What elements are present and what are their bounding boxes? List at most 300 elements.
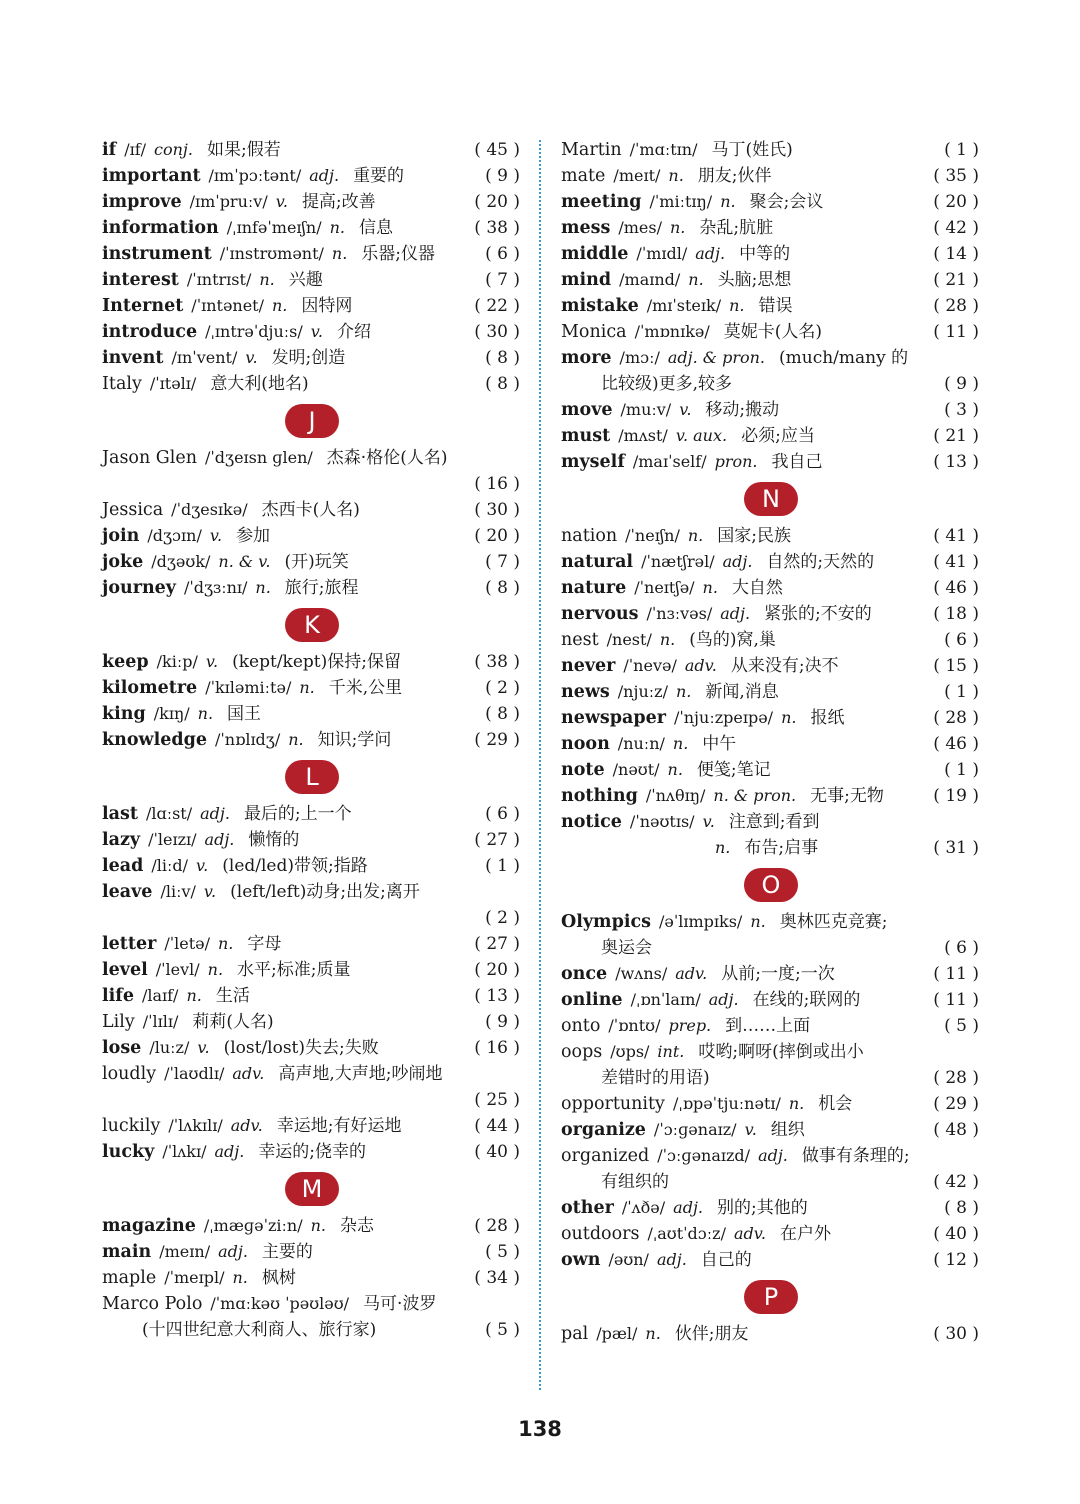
- part-of-speech: adj.: [722, 552, 753, 571]
- part-of-speech: n.: [288, 730, 304, 749]
- pronunciation: /ˈɔːɡənaɪz/: [653, 1120, 737, 1139]
- unit-reference: ( 27 ): [474, 830, 520, 850]
- part-of-speech: adv.: [230, 1116, 263, 1135]
- pronunciation: /ˈleɪzɪ/: [148, 830, 197, 849]
- entry-line: [561, 627, 981, 653]
- definition: 布告;启事: [744, 838, 819, 858]
- unit-reference: ( 5 ): [944, 1016, 979, 1036]
- definition: 头脑;思想: [717, 270, 792, 290]
- definition: 从来没有;决不: [730, 656, 839, 676]
- entry-line: [561, 163, 981, 189]
- definition: 重要的: [353, 166, 405, 186]
- part-of-speech: n.: [272, 296, 288, 315]
- entry-line: [561, 601, 981, 627]
- definition: 最后的;上一个: [243, 804, 352, 824]
- unit-reference: ( 11 ): [933, 964, 979, 984]
- headword: organize: [561, 1120, 646, 1140]
- unit-reference: ( 14 ): [933, 244, 979, 264]
- unit-reference: ( 1 ): [944, 760, 979, 780]
- headword: letter: [102, 934, 157, 954]
- pronunciation: /meɪt/: [613, 166, 661, 185]
- headword: lucky: [102, 1142, 155, 1162]
- section-letter-badge: O: [744, 868, 798, 902]
- part-of-speech: adj.: [708, 990, 739, 1009]
- entry-line: [102, 727, 522, 753]
- headword: own: [561, 1250, 601, 1270]
- section-letter-badge: M: [285, 1172, 339, 1206]
- entry-line: [102, 801, 522, 827]
- headword: magazine: [102, 1216, 196, 1236]
- definition: 错误: [758, 296, 793, 316]
- part-of-speech: n.: [670, 218, 686, 237]
- section-letter-badge: K: [285, 608, 339, 642]
- definition: (lost/lost)失去;失败: [223, 1038, 379, 1058]
- entry-line: [102, 1291, 522, 1317]
- entry-continuation: [561, 935, 981, 961]
- definition: (kept/kept)保持;保留: [232, 652, 401, 672]
- entry-line: [102, 1239, 522, 1265]
- entry-line: [102, 137, 522, 163]
- unit-reference: ( 15 ): [933, 656, 979, 676]
- definition: 杰森·格伦(人名): [326, 448, 448, 468]
- definition: 如果;假若: [206, 140, 281, 160]
- entry-line: [561, 1117, 981, 1143]
- part-of-speech: n.: [715, 838, 731, 857]
- definition: 伙伴;朋友: [674, 1324, 749, 1344]
- headword: more: [561, 348, 612, 368]
- definition: (led/led)带领;指路: [222, 856, 368, 876]
- unit-reference: ( 21 ): [933, 426, 979, 446]
- entry-line: [561, 319, 981, 345]
- definition: 移动;搬动: [705, 400, 780, 420]
- headword: mate: [561, 166, 606, 186]
- entry-continuation: [102, 905, 522, 931]
- definition: 组织: [770, 1120, 805, 1140]
- pronunciation: /ˈʌðə/: [621, 1198, 666, 1217]
- headword: information: [102, 218, 219, 238]
- definition: 杰西卡(人名): [261, 500, 360, 520]
- entry-line: [561, 241, 981, 267]
- definition: 从前;一度;一次: [721, 964, 835, 984]
- pronunciation: /ˈnjuːzpeɪpə/: [673, 708, 774, 727]
- definition: 兴趣: [288, 270, 323, 290]
- entry-line: [561, 1247, 981, 1273]
- headword: Olympics: [561, 912, 651, 932]
- definition: 便笺;笔记: [696, 760, 771, 780]
- pronunciation: /ˈmeɪpl/: [164, 1268, 225, 1287]
- headword: onto: [561, 1016, 601, 1036]
- headword: organized: [561, 1146, 650, 1166]
- definition-continued: 奥运会: [601, 938, 652, 958]
- headword: Jason Glen: [102, 448, 198, 468]
- unit-reference: ( 38 ): [474, 218, 520, 238]
- headword: if: [102, 140, 117, 160]
- entry-continuation: [561, 835, 981, 861]
- pronunciation: /ˈlʌkɪlɪ/: [168, 1116, 223, 1135]
- unit-reference: ( 5 ): [485, 1242, 520, 1262]
- pronunciation: /luːz/: [149, 1038, 190, 1057]
- entry-line: [561, 523, 981, 549]
- unit-reference: ( 7 ): [485, 270, 520, 290]
- entry-line: [102, 1113, 522, 1139]
- headword: Marco Polo: [102, 1294, 203, 1314]
- entry-line: [561, 423, 981, 449]
- definition: 中午: [702, 734, 737, 754]
- entry-line: [102, 575, 522, 601]
- pronunciation: /ˈdʒesɪkə/: [171, 500, 248, 519]
- unit-reference: ( 45 ): [474, 140, 520, 160]
- definition: (left/left)动身;出发;离开: [230, 882, 420, 902]
- definition: 发明;创造: [271, 348, 346, 368]
- pronunciation: /ˈnəʊtɪs/: [629, 812, 695, 831]
- part-of-speech: n. & v.: [218, 552, 271, 571]
- pronunciation: /kɪŋ/: [153, 704, 190, 723]
- part-of-speech: pron.: [714, 452, 758, 471]
- headword: introduce: [102, 322, 198, 342]
- headword: newspaper: [561, 708, 666, 728]
- unit-reference: ( 18 ): [933, 604, 979, 624]
- definition: 自然的;天然的: [766, 552, 875, 572]
- pronunciation: /ˈlevl/: [155, 960, 200, 979]
- unit-reference: ( 41 ): [933, 552, 979, 572]
- headword: once: [561, 964, 608, 984]
- headword: pal: [561, 1324, 589, 1344]
- definition: 机会: [818, 1094, 853, 1114]
- entry-line: [561, 549, 981, 575]
- entry-line: [561, 137, 981, 163]
- entry-line: [561, 575, 981, 601]
- part-of-speech: n.: [299, 678, 315, 697]
- headword: middle: [561, 244, 629, 264]
- pronunciation: /maɪnd/: [619, 270, 681, 289]
- unit-reference: ( 16 ): [474, 474, 520, 494]
- section-header: [102, 601, 522, 649]
- definition: 在户外: [779, 1224, 831, 1244]
- definition: 懒惰的: [248, 830, 300, 850]
- pronunciation: /ˈmɑːkəʊ ˈpəʊləʊ/: [210, 1294, 350, 1313]
- pronunciation: /ˈneɪʃn/: [625, 526, 680, 545]
- pronunciation: /ˈɪtəlɪ/: [149, 374, 197, 393]
- entry-line: [561, 189, 981, 215]
- definition: (开)玩笑: [284, 552, 349, 572]
- unit-reference: ( 2 ): [485, 678, 520, 698]
- unit-reference: ( 7 ): [485, 552, 520, 572]
- pronunciation: /ɪnˈvent/: [171, 348, 238, 367]
- unit-reference: ( 21 ): [933, 270, 979, 290]
- entry-line: [102, 293, 522, 319]
- pronunciation: /ˌɪntrəˈdjuːs/: [205, 322, 303, 341]
- entry-line: [561, 1013, 981, 1039]
- headword: interest: [102, 270, 179, 290]
- part-of-speech: v.: [744, 1120, 757, 1139]
- definition: 幸运的;侥幸的: [258, 1142, 367, 1162]
- headword: joke: [102, 552, 144, 572]
- pronunciation: /kiːp/: [156, 652, 198, 671]
- page-number: 138: [518, 1417, 562, 1441]
- definition: 别的;其他的: [717, 1198, 808, 1218]
- headword: lose: [102, 1038, 142, 1058]
- definition: 信息: [358, 218, 393, 238]
- part-of-speech: conj.: [154, 140, 193, 159]
- unit-reference: ( 28 ): [933, 1068, 979, 1088]
- headword: nothing: [561, 786, 638, 806]
- pronunciation: /dʒɔɪn/: [147, 526, 202, 545]
- entry-line: [102, 1213, 522, 1239]
- pronunciation: /ˈnætʃrəl/: [641, 552, 715, 571]
- definition: 水平;标准;质量: [237, 960, 351, 980]
- pronunciation: /ˈnɜːvəs/: [646, 604, 713, 623]
- pronunciation: /dʒəʊk/: [151, 552, 211, 571]
- unit-reference: ( 44 ): [474, 1116, 520, 1136]
- unit-reference: ( 6 ): [944, 630, 979, 650]
- definition: 无事;无物: [810, 786, 884, 806]
- pronunciation: /ˈlaʊdlɪ/: [164, 1064, 225, 1083]
- definition-continued: 差错时的用语): [601, 1068, 710, 1088]
- entry-line: [102, 827, 522, 853]
- pronunciation: /ˈmɑːtɪn/: [629, 140, 698, 159]
- entry-line: [102, 497, 522, 523]
- entry-line: [102, 649, 522, 675]
- headword: myself: [561, 452, 625, 472]
- pronunciation: /laɪf/: [141, 986, 179, 1005]
- headword: nature: [561, 578, 627, 598]
- pronunciation: /meɪn/: [159, 1242, 211, 1261]
- unit-reference: ( 6 ): [944, 938, 979, 958]
- headword: online: [561, 990, 623, 1010]
- entry-line: [102, 983, 522, 1009]
- part-of-speech: n.: [255, 578, 271, 597]
- entry-line: [102, 241, 522, 267]
- entry-continuation: [102, 1087, 522, 1113]
- entry-line: [102, 345, 522, 371]
- section-letter-badge: P: [744, 1280, 798, 1314]
- part-of-speech: n.: [750, 912, 766, 931]
- unit-reference: ( 42 ): [933, 1172, 979, 1192]
- headword: leave: [102, 882, 153, 902]
- unit-reference: ( 46 ): [933, 734, 979, 754]
- entry-line: [102, 675, 522, 701]
- pronunciation: /əˈlɪmpɪks/: [658, 912, 743, 931]
- definition: 国家;民族: [717, 526, 791, 546]
- section-header: [561, 1273, 981, 1321]
- pronunciation: /ˈletə/: [164, 934, 210, 953]
- part-of-speech: v.: [702, 812, 715, 831]
- pronunciation: /nuːn/: [617, 734, 665, 753]
- definition: 生活: [215, 986, 250, 1006]
- definition: 自己的: [700, 1250, 752, 1270]
- entry-continuation: [561, 1065, 981, 1091]
- headword: invent: [102, 348, 164, 368]
- definition: 字母: [247, 934, 282, 954]
- entry-line: [561, 293, 981, 319]
- unit-reference: ( 28 ): [933, 708, 979, 728]
- headword: join: [102, 526, 140, 546]
- definition: 高声地,大声地;吵闹地: [278, 1064, 443, 1084]
- part-of-speech: adj.: [656, 1250, 687, 1269]
- headword: outdoors: [561, 1224, 640, 1244]
- pronunciation: /ˌmæɡəˈziːn/: [203, 1216, 303, 1235]
- entry-line: [102, 163, 522, 189]
- part-of-speech: n.: [310, 1216, 327, 1235]
- entry-line: [561, 1221, 981, 1247]
- section-letter-badge: J: [285, 404, 339, 438]
- entry-line: [102, 523, 522, 549]
- pronunciation: /lɑːst/: [145, 804, 193, 823]
- unit-reference: ( 11 ): [933, 990, 979, 1010]
- headword: mind: [561, 270, 612, 290]
- unit-reference: ( 2 ): [485, 908, 520, 928]
- headword: instrument: [102, 244, 212, 264]
- definition: 哎哟;啊呀(摔倒或出小: [698, 1042, 864, 1062]
- pronunciation: /ˌɪnfəˈmeɪʃn/: [226, 218, 322, 237]
- headword: maple: [102, 1268, 157, 1288]
- entry-line: [102, 1139, 522, 1165]
- pronunciation: /ˈɪntənet/: [191, 296, 264, 315]
- unit-reference: ( 48 ): [933, 1120, 979, 1140]
- unit-reference: ( 8 ): [485, 374, 520, 394]
- entry-line: [561, 397, 981, 423]
- headword: Internet: [102, 296, 184, 316]
- definition: 旅行;旅程: [284, 578, 359, 598]
- headword: loudly: [102, 1064, 157, 1084]
- part-of-speech: n.: [675, 682, 692, 701]
- pronunciation: /mes/: [618, 218, 662, 237]
- part-of-speech: adv.: [675, 964, 708, 983]
- unit-reference: ( 35 ): [933, 166, 979, 186]
- part-of-speech: v.: [197, 1038, 210, 1057]
- pronunciation: /ˈdʒɜːnɪ/: [183, 578, 248, 597]
- pronunciation: /mʌst/: [618, 426, 668, 445]
- definition: 中等的: [739, 244, 791, 264]
- unit-reference: ( 29 ): [933, 1094, 979, 1114]
- part-of-speech: n.: [645, 1324, 661, 1343]
- headword: mistake: [561, 296, 639, 316]
- pronunciation: /ˈmɪdl/: [636, 244, 688, 263]
- unit-reference: ( 25 ): [474, 1090, 520, 1110]
- part-of-speech: n.: [186, 986, 202, 1005]
- headword: nation: [561, 526, 618, 546]
- section-header: [102, 1165, 522, 1213]
- entry-line: [102, 701, 522, 727]
- part-of-speech: n.: [197, 704, 214, 723]
- part-of-speech: adv.: [232, 1064, 265, 1083]
- part-of-speech: n.: [259, 270, 275, 289]
- entry-line: [102, 1009, 522, 1035]
- part-of-speech: n.: [329, 218, 345, 237]
- entry-line: [102, 549, 522, 575]
- definition-continued: (十四世纪意大利商人、旅行家): [142, 1320, 377, 1340]
- pronunciation: /ˈɪnstrʊmənt/: [219, 244, 324, 263]
- definition: 奥林匹克竞赛;: [779, 912, 888, 932]
- definition: (much/many 的: [779, 348, 909, 368]
- entry-line: [102, 853, 522, 879]
- part-of-speech: n.: [781, 708, 797, 727]
- headword: last: [102, 804, 138, 824]
- headword: main: [102, 1242, 152, 1262]
- entry-continuation: [102, 1317, 522, 1343]
- entry-line: [102, 1265, 522, 1291]
- headword: Jessica: [102, 500, 164, 520]
- entry-line: [561, 449, 981, 475]
- headword: news: [561, 682, 610, 702]
- unit-reference: ( 9 ): [944, 374, 979, 394]
- definition: 马丁(姓氏): [711, 140, 793, 160]
- headword: noon: [561, 734, 610, 754]
- definition: 介绍: [337, 322, 371, 342]
- entry-line: [561, 679, 981, 705]
- headword: other: [561, 1198, 614, 1218]
- pronunciation: /əʊn/: [608, 1250, 649, 1269]
- headword: king: [102, 704, 146, 724]
- pronunciation: /ˈɔːɡənaɪzd/: [657, 1146, 751, 1165]
- entry-line: [102, 319, 522, 345]
- part-of-speech: adj.: [673, 1198, 703, 1217]
- headword: never: [561, 656, 616, 676]
- part-of-speech: adv.: [684, 656, 717, 675]
- pronunciation: /ˌɒnˈlaɪn/: [630, 990, 701, 1009]
- unit-reference: ( 13 ): [474, 986, 520, 1006]
- headword: knowledge: [102, 730, 207, 750]
- definition: 紧张的;不安的: [764, 604, 872, 624]
- unit-reference: ( 1 ): [485, 856, 520, 876]
- definition: 马可·波罗: [363, 1294, 437, 1314]
- headword: lead: [102, 856, 144, 876]
- pronunciation: /ʊps/: [610, 1042, 650, 1061]
- unit-reference: ( 41 ): [933, 526, 979, 546]
- headword: important: [102, 166, 201, 186]
- definition: 朋友;伙伴: [697, 166, 772, 186]
- part-of-speech: adj.: [218, 1242, 248, 1261]
- unit-reference: ( 16 ): [474, 1038, 520, 1058]
- unit-reference: ( 8 ): [485, 348, 520, 368]
- definition: 到……上面: [725, 1016, 811, 1036]
- headword: kilometre: [102, 678, 198, 698]
- definition: 参加: [236, 526, 271, 546]
- unit-reference: ( 9 ): [485, 166, 520, 186]
- part-of-speech: v.: [245, 348, 258, 367]
- definition: 乐器;仪器: [361, 244, 436, 264]
- part-of-speech: v.: [209, 526, 223, 545]
- section-header: [102, 397, 522, 445]
- entry-line: [561, 653, 981, 679]
- definition: 意大利(地名): [210, 374, 309, 394]
- unit-reference: ( 40 ): [474, 1142, 520, 1162]
- entry-continuation: [561, 371, 981, 397]
- headword: mess: [561, 218, 611, 238]
- pronunciation: /njuːz/: [617, 682, 668, 701]
- definition: 聚会;会议: [749, 192, 824, 212]
- unit-reference: ( 31 ): [933, 838, 979, 858]
- entry-line: [561, 909, 981, 935]
- part-of-speech: n.: [672, 734, 689, 753]
- entry-line: [102, 267, 522, 293]
- column-divider: [539, 140, 541, 1390]
- headword: oops: [561, 1042, 603, 1062]
- headword: level: [102, 960, 148, 980]
- part-of-speech: adv.: [733, 1224, 766, 1243]
- entry-continuation: [561, 1169, 981, 1195]
- definition: 注意到;看到: [728, 812, 820, 832]
- headword: luckily: [102, 1116, 161, 1136]
- unit-reference: ( 28 ): [933, 296, 979, 316]
- unit-reference: ( 1 ): [944, 140, 979, 160]
- part-of-speech: adj.: [720, 604, 751, 623]
- definition: 幸运地;有好运地: [276, 1116, 402, 1136]
- unit-reference: ( 46 ): [933, 578, 979, 598]
- part-of-speech: adj.: [695, 244, 726, 263]
- unit-reference: ( 29 ): [474, 730, 520, 750]
- pronunciation: /ˈnevə/: [623, 656, 677, 675]
